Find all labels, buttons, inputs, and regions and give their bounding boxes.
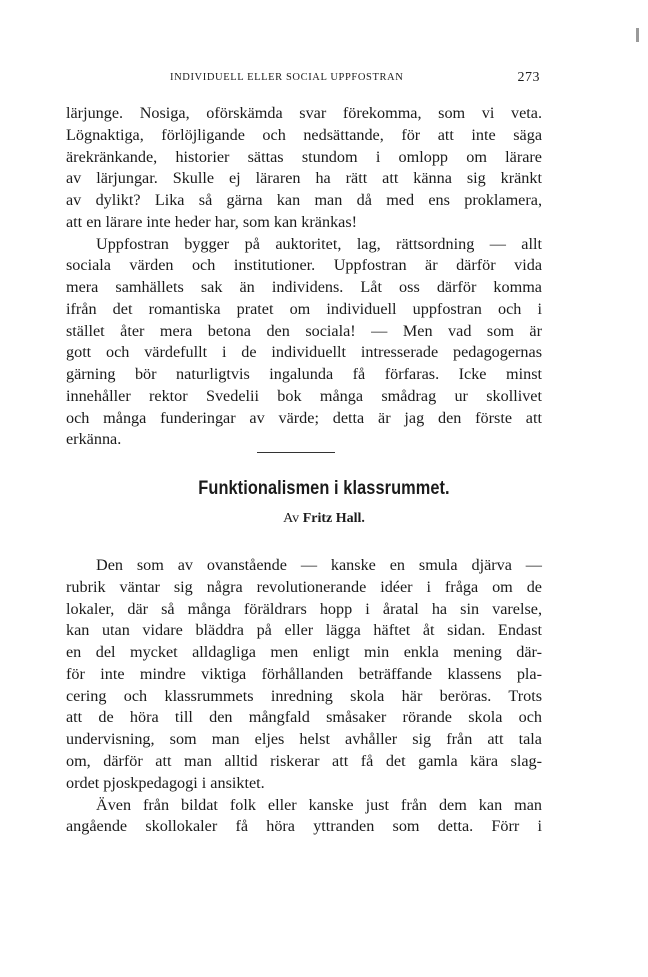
author-name: Fritz Hall. (302, 511, 365, 526)
text-line: lokaler, där så många föräldrars hopp i åratal ha sin varelse, (66, 599, 542, 618)
text-line: av lärjungar. Skulle ej läraren ha rätt att känna sig kränkt (66, 169, 542, 188)
paragraph-uppfostran (66, 234, 542, 452)
text-line: gott och värdefullt i de individuellt intresserade pedagogernas (66, 343, 542, 362)
page-header (100, 70, 542, 90)
byline (0, 511, 648, 527)
text-line: ordet pjoskpedagogi i ansiktet. (66, 773, 265, 792)
paragraph-continued (66, 103, 542, 234)
text-line: sociala värden och institutioner. Uppfostran är därför vida (66, 256, 542, 275)
section-divider (257, 452, 335, 453)
text-line: kan utan vidare bläddra på eller lägga häftet åt sidan. Endast (66, 621, 542, 640)
page-number: 273 (517, 70, 540, 85)
text-line: stället åter mera betona den sociala! — Men vad som är (66, 321, 542, 340)
text-line: Den som av ovanstående — kanske en smula djärva — (96, 556, 542, 574)
text-line: cering och klassrummets inredning skola här beröras. Trots (66, 686, 542, 705)
byline-prefix: Av (283, 511, 300, 526)
paragraph-aven (66, 795, 542, 839)
text-line: undervisning, som man eljes helst avhåller sig från att tala (66, 730, 542, 748)
scan-edge-mark (636, 28, 639, 42)
text-line: erkänna. (66, 430, 122, 449)
running-head: INDIVIDUELL ELLER SOCIAL UPPFOSTRAN (170, 72, 404, 83)
text-line: gärning bör naturligtvis ingalunda få förfaras. Icke minst (66, 365, 542, 383)
text-line: Lögnaktiga, förlöjligande och nedsättande, för att inte säga (66, 125, 542, 144)
text-line: lärjunge. Nosiga, oförskämda svar förekomma, som vi veta. (66, 104, 542, 122)
article-title: Funktionalismen i klassrummet. (198, 478, 450, 499)
text-line: att en lärare inte heder har, som kan kränkas! (66, 212, 358, 231)
text-line: för inte mindre viktiga förhållanden beträffande klassens pla- (66, 664, 542, 683)
text-line: innehåller rektor Svedelii bok många smådrag ur skollivet (66, 386, 542, 405)
text-line: att de höra till den mångfald småsaker rörande skola och (66, 708, 542, 727)
text-line: och många funderingar av värde; detta är jag den förste att (66, 408, 542, 427)
text-line: Uppfostran bygger på auktoritet, lag, rättsordning — allt (96, 234, 542, 253)
text-line: om, därför att man alltid riskerar att få det gamla kära slag- (66, 751, 542, 770)
text-line: angående skollokaler få höra yttranden som detta. Förr i (66, 817, 542, 836)
text-line: mera samhällets sak än individens. Låt oss därför komma (66, 278, 542, 296)
text-line: Även från bildat folk eller kanske just från dem kan man (96, 795, 542, 814)
text-line: ärekränkande, historier sättas stundom i omlopp om lärare (66, 147, 542, 166)
text-line: rubrik väntar sig några revolutionerande idéer i fråga om de (66, 577, 542, 596)
paragraph-intro (66, 555, 542, 794)
text-line: en del mycket alldagliga men enligt min enkla mening där- (66, 643, 542, 661)
text-line: ifrån det romantiska pratet om individuell uppfostran och i (66, 299, 542, 318)
text-line: av dylikt? Lika så gärna kan man då med ens proklamera, (66, 191, 542, 209)
